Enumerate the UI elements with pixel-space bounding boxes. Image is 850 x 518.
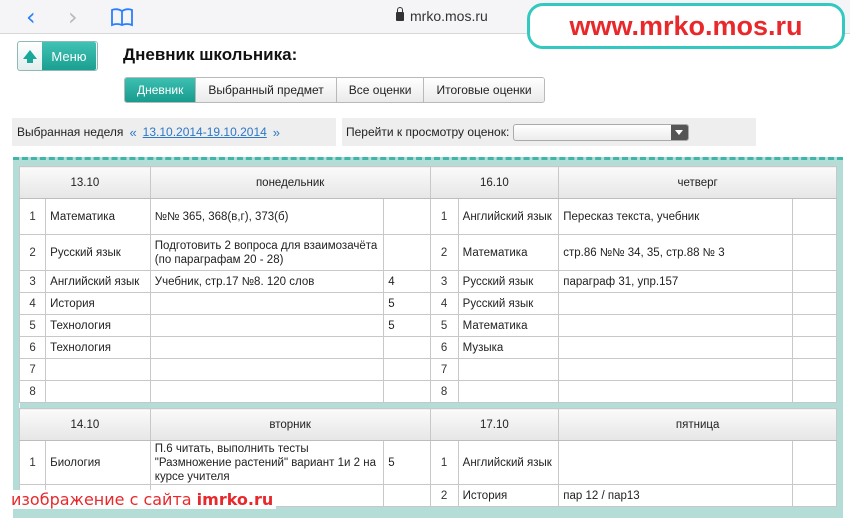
watermark-top: www.mrko.mos.ru xyxy=(527,3,845,49)
table-row xyxy=(20,271,837,293)
view-label: Перейти к просмотру оценок: xyxy=(346,125,510,139)
address-bar[interactable] xyxy=(396,8,488,24)
menu-label: Меню xyxy=(42,42,96,70)
lesson-number: 3 xyxy=(20,271,46,293)
lesson-number: 6 xyxy=(20,337,46,359)
lesson-subject: Английский язык xyxy=(458,199,559,235)
lesson-subject: Биология xyxy=(46,441,151,485)
lesson-subject: Английский язык xyxy=(46,271,151,293)
url-text: mrko.mos.ru xyxy=(410,8,488,24)
tab-all-grades[interactable]: Все оценки xyxy=(337,78,425,102)
lesson-homework xyxy=(559,315,792,337)
lesson-grade[interactable] xyxy=(792,359,836,381)
week-label: Выбранная неделя xyxy=(17,125,124,139)
lesson-number: 4 xyxy=(20,293,46,315)
table-row xyxy=(20,381,837,403)
day-date: 17.10 xyxy=(430,409,559,441)
day-weekday: вторник xyxy=(150,409,430,441)
day-header-row xyxy=(20,167,837,199)
grades-view-selector xyxy=(342,118,756,146)
lesson-grade[interactable]: 5 xyxy=(384,441,430,485)
lesson-grade[interactable] xyxy=(384,199,430,235)
lesson-number: 5 xyxy=(20,315,46,337)
chevron-down-icon[interactable] xyxy=(671,125,688,140)
lesson-homework xyxy=(559,293,792,315)
tab-diary[interactable]: Дневник xyxy=(125,78,196,102)
watermark-bottom-site: imrko.ru xyxy=(196,490,274,509)
lesson-number: 1 xyxy=(20,199,46,235)
lesson-grade[interactable] xyxy=(792,381,836,403)
lesson-number: 8 xyxy=(430,381,458,403)
lesson-number: 1 xyxy=(20,441,46,485)
lesson-number: 3 xyxy=(430,271,458,293)
bookmarks-icon[interactable] xyxy=(110,7,134,27)
table-row xyxy=(20,315,837,337)
lesson-homework xyxy=(150,359,383,381)
lesson-number: 4 xyxy=(430,293,458,315)
lesson-number: 2 xyxy=(430,235,458,271)
lesson-grade[interactable] xyxy=(384,359,430,381)
lesson-grade[interactable] xyxy=(792,485,836,507)
next-week-button[interactable]: » xyxy=(272,124,281,140)
home-arrow-icon xyxy=(18,42,42,70)
lesson-number: 1 xyxy=(430,199,458,235)
lesson-number: 2 xyxy=(430,485,458,507)
forward-icon[interactable]: › xyxy=(68,3,78,31)
week-range-link[interactable]: 13.10.2014-19.10.2014 xyxy=(142,125,267,139)
lesson-grade[interactable] xyxy=(792,235,836,271)
tab-bar xyxy=(124,77,545,103)
lesson-subject xyxy=(458,359,559,381)
lesson-homework xyxy=(559,441,792,485)
back-icon[interactable]: ‹ xyxy=(26,3,36,31)
day-date: 13.10 xyxy=(20,167,151,199)
lesson-grade[interactable] xyxy=(792,337,836,359)
lesson-homework: параграф 31, упр.157 xyxy=(559,271,792,293)
lesson-subject: Музыка xyxy=(458,337,559,359)
lesson-number: 6 xyxy=(430,337,458,359)
lesson-homework xyxy=(150,337,383,359)
page-title: Дневник школьника: xyxy=(123,45,298,64)
lesson-subject: История xyxy=(458,485,559,507)
lesson-subject: Английский язык xyxy=(458,441,559,485)
lesson-grade[interactable] xyxy=(384,235,430,271)
day-weekday: четверг xyxy=(559,167,837,199)
lesson-grade[interactable] xyxy=(384,381,430,403)
lesson-homework xyxy=(559,381,792,403)
tab-final-grades[interactable]: Итоговые оценки xyxy=(424,78,543,102)
day-header-row xyxy=(20,409,837,441)
lesson-homework: П.6 читать, выполнить тесты "Размножение растений" вариант 1и 2 на курсе учителя xyxy=(150,441,383,485)
table-row xyxy=(20,199,837,235)
lesson-number: 8 xyxy=(20,381,46,403)
watermark-bottom-prefix: изображение с сайта xyxy=(11,490,197,509)
lesson-grade[interactable] xyxy=(792,199,836,235)
day-weekday: понедельник xyxy=(150,167,430,199)
lesson-homework xyxy=(150,315,383,337)
lesson-grade[interactable] xyxy=(384,485,430,507)
diary-container xyxy=(19,166,837,507)
lesson-subject xyxy=(46,381,151,403)
table-row xyxy=(20,337,837,359)
lesson-homework: Пересказ текста, учебник xyxy=(559,199,792,235)
lesson-subject: Математика xyxy=(458,235,559,271)
lesson-subject: Математика xyxy=(458,315,559,337)
lesson-homework: пар 12 / пар13 xyxy=(559,485,792,507)
lesson-grade[interactable]: 5 xyxy=(384,315,430,337)
week-selector xyxy=(12,118,336,146)
lesson-grade[interactable] xyxy=(792,441,836,485)
table-row xyxy=(20,235,837,271)
lesson-grade[interactable] xyxy=(792,315,836,337)
day-date: 14.10 xyxy=(20,409,151,441)
lesson-homework xyxy=(150,293,383,315)
lesson-number: 7 xyxy=(430,359,458,381)
lesson-homework: Подготовить 2 вопроса для взаимозачёта (по параграфам 20 - 28) xyxy=(150,235,383,271)
tab-selected-subject[interactable]: Выбранный предмет xyxy=(196,78,336,102)
day-weekday: пятница xyxy=(559,409,837,441)
lesson-homework xyxy=(150,381,383,403)
lesson-subject: Технология xyxy=(46,315,151,337)
lesson-homework: Учебник, стр.17 №8. 120 слов xyxy=(150,271,383,293)
lesson-homework: №№ 365, 368(в,г), 373(б) xyxy=(150,199,383,235)
lesson-subject xyxy=(46,359,151,381)
lesson-number: 1 xyxy=(430,441,458,485)
table-row xyxy=(20,441,837,485)
lesson-homework: стр.86 №№ 34, 35, стр.88 № 3 xyxy=(559,235,792,271)
day-date: 16.10 xyxy=(430,167,559,199)
prev-week-button[interactable]: « xyxy=(129,124,137,140)
diary-table xyxy=(19,166,837,507)
table-row xyxy=(20,293,837,315)
lesson-grade[interactable] xyxy=(792,271,836,293)
lesson-grade[interactable] xyxy=(384,337,430,359)
lesson-grade[interactable]: 4 xyxy=(384,271,430,293)
watermark-bottom xyxy=(8,490,276,509)
lesson-grade[interactable] xyxy=(792,293,836,315)
lesson-subject: Технология xyxy=(46,337,151,359)
lesson-subject xyxy=(458,381,559,403)
lesson-grade[interactable]: 5 xyxy=(384,293,430,315)
lock-icon xyxy=(396,12,404,21)
lesson-subject: Русский язык xyxy=(458,293,559,315)
table-row xyxy=(20,359,837,381)
menu-button[interactable] xyxy=(17,41,98,71)
diary-frame xyxy=(13,157,843,518)
lesson-homework xyxy=(559,359,792,381)
grades-view-select[interactable] xyxy=(513,124,689,141)
lesson-number: 5 xyxy=(430,315,458,337)
lesson-homework xyxy=(559,337,792,359)
lesson-number: 2 xyxy=(20,235,46,271)
lesson-subject: Математика xyxy=(46,199,151,235)
lesson-subject: Русский язык xyxy=(458,271,559,293)
lesson-number: 7 xyxy=(20,359,46,381)
lesson-subject: Русский язык xyxy=(46,235,151,271)
lesson-subject: История xyxy=(46,293,151,315)
